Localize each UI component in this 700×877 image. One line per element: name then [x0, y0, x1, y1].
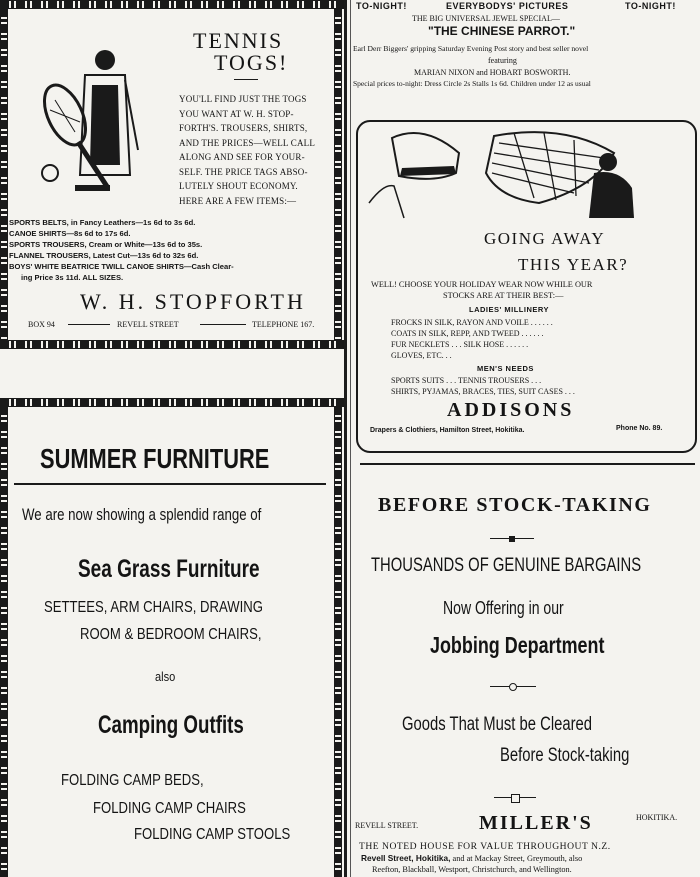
- footer-street: REVELL STREET: [117, 320, 179, 329]
- summer-line-3: SETTEES, ARM CHAIRS, DRAWING: [44, 599, 263, 616]
- footer-box: BOX 94: [28, 320, 55, 329]
- addisons-head-2: THIS YEAR?: [518, 255, 629, 274]
- body-line: YOU WANT AT W. H. STOP-: [179, 108, 294, 119]
- ladies-item: COATS IN SILK, REPP, AND TWEED . . . . . .: [391, 329, 544, 338]
- pictures-special: THE BIG UNIVERSAL JEWEL SPECIAL—: [412, 14, 560, 23]
- item-line: CANOE SHIRTS—8s 6d to 17s 6d.: [9, 229, 131, 238]
- pictures-prices: Special prices to-night: Dress Circle 2s Stalls 1s 6d. Children under 12 as usual: [353, 79, 591, 88]
- footer-rule: [200, 324, 246, 325]
- summer-border-top: [0, 398, 344, 407]
- summer-line-4: ROOM & BEDROOM CHAIRS,: [80, 626, 262, 643]
- summer-line-6: Camping Outfits: [98, 711, 244, 739]
- body-line: ALONG AND SEE FOR YOUR-: [179, 152, 305, 162]
- pictures-tonight-right: TO-NIGHT!: [625, 1, 676, 11]
- addisons-intro-1: WELL! CHOOSE YOUR HOLIDAY WEAR NOW WHILE OUR: [371, 280, 593, 289]
- item-line: SPORTS BELTS, in Fancy Leathers—1s 6d to 3s 6d.: [9, 218, 196, 227]
- summer-rule: [14, 483, 326, 485]
- tennis-title-2: TOGS!: [214, 50, 289, 75]
- ladies-item: GLOVES, ETC. . .: [391, 351, 452, 360]
- holiday-illustration: [364, 128, 684, 228]
- millers-line-3: Jobbing Department: [430, 632, 605, 658]
- pictures-tonight-left: TO-NIGHT!: [356, 1, 407, 11]
- body-line: LUTELY SHOUT ECONOMY.: [179, 181, 298, 191]
- border-right: [334, 8, 342, 343]
- millers-branches: [361, 853, 582, 863]
- millers-line-5: Before Stock-taking: [500, 745, 630, 766]
- pictures-featuring: featuring: [488, 56, 517, 65]
- pictures-cinema: EVERYBODYS' PICTURES: [446, 1, 569, 11]
- footer-phone: TELEPHONE 167.: [252, 320, 315, 329]
- summer-line-9: FOLDING CAMP STOOLS: [134, 826, 291, 843]
- mens-line-1: SPORTS SUITS . . . TENNIS TROUSERS . . .: [391, 376, 542, 385]
- ornament: [490, 683, 536, 691]
- millers-branch-other: and at Mackay Street, Greymouth, also: [452, 854, 583, 863]
- body-line: FORTH'S. TROUSERS, SHIRTS,: [179, 123, 308, 133]
- millers-branches-2: Reefton, Blackball, Westport, Christchurch, and Wellington.: [372, 865, 572, 874]
- item-line: BOYS' WHITE BEATRICE TWILL CANOE SHIRTS—Cash Clear-: [9, 262, 234, 271]
- ladies-item: FUR NECKLETS . . . SILK HOSE . . . . . .: [391, 340, 529, 349]
- title-rule: [234, 79, 258, 80]
- item-line: FLANNEL TROUSERS, Latest Cut—13s 6d to 32s 6d.: [9, 251, 199, 260]
- millers-line-1: THOUSANDS OF GENUINE BARGAINS: [371, 555, 642, 576]
- millers-town: HOKITIKA.: [636, 813, 678, 822]
- pictures-title: "THE CHINESE PARROT.": [428, 24, 576, 38]
- mens-line-2: SHIRTS, PYJAMAS, BRACES, TIES, SUIT CASES . . .: [391, 387, 575, 396]
- summer-line-5: also: [155, 669, 176, 684]
- millers-title: BEFORE STOCK-TAKING: [378, 494, 652, 516]
- footer-rule: [68, 324, 110, 325]
- summer-border-right: [334, 406, 342, 877]
- addisons-head-1: GOING AWAY: [484, 229, 606, 248]
- millers-street: REVELL STREET.: [355, 821, 419, 830]
- addisons-address: Drapers & Clothiers, Hamilton Street, Hokitika.: [370, 427, 525, 434]
- body-line: AND THE PRICES—WELL CALL: [179, 137, 316, 148]
- border-top: [0, 0, 344, 9]
- mens-head: MEN'S NEEDS: [477, 364, 534, 373]
- summer-line-8: FOLDING CAMP CHAIRS: [93, 800, 246, 817]
- addisons-intro-2: STOCKS ARE AT THEIR BEST:—: [443, 291, 564, 300]
- ladies-head: LADIES' MILLINERY: [469, 305, 550, 314]
- summer-title: SUMMER FURNITURE: [40, 443, 270, 474]
- millers-firm: MILLER'S: [479, 812, 593, 834]
- millers-line-2: Now Offering in our: [443, 598, 564, 618]
- addisons-phone: Phone No. 89.: [616, 425, 663, 432]
- millers-branch-main: Revell Street, Hokitika,: [361, 853, 451, 863]
- summer-line-1: We are now showing a splendid range of: [22, 505, 262, 524]
- body-line: SELF. THE PRICE TAGS ABSO-: [179, 166, 308, 177]
- item-line: ing Price 3s 11d. ALL SIZES.: [21, 273, 124, 282]
- summer-line-2: Sea Grass Furniture: [78, 555, 260, 583]
- summer-line-7: FOLDING CAMP BEDS,: [61, 772, 204, 789]
- millers-top-rule: [360, 463, 695, 465]
- tennis-player-illustration: [20, 40, 140, 205]
- millers-tagline: THE NOTED HOUSE FOR VALUE THROUGHOUT N.Z.: [359, 841, 611, 852]
- pictures-story: Earl Derr Biggers' gripping Saturday Evening Post story and best seller novel: [353, 44, 589, 53]
- column-rule: [344, 0, 347, 877]
- tennis-firm: W. H. STOPFORTH: [80, 289, 306, 314]
- millers-line-4: Goods That Must be Cleared: [402, 714, 593, 735]
- border-bottom: [0, 340, 344, 349]
- ornament: [494, 794, 536, 802]
- column-rule-thin: [350, 0, 351, 877]
- ladies-list: [391, 317, 553, 361]
- body-line: YOU'LL FIND JUST THE TOGS: [179, 94, 307, 104]
- summer-border-left: [0, 406, 8, 877]
- ornament: [490, 536, 534, 542]
- ladies-item: FROCKS IN SILK, RAYON AND VOILE . . . . . .: [391, 318, 553, 327]
- border-left: [0, 8, 8, 343]
- body-line: HERE ARE A FEW ITEMS:—: [179, 195, 297, 206]
- tennis-body: [179, 92, 315, 208]
- item-line: SPORTS TROUSERS, Cream or White—13s 6d to 35s.: [9, 240, 203, 249]
- tennis-items: [9, 217, 234, 283]
- addisons-firm: ADDISONS: [447, 399, 575, 421]
- tennis-title-1: TENNIS: [193, 28, 284, 53]
- pictures-stars: MARIAN NIXON and HOBART BOSWORTH.: [414, 68, 571, 77]
